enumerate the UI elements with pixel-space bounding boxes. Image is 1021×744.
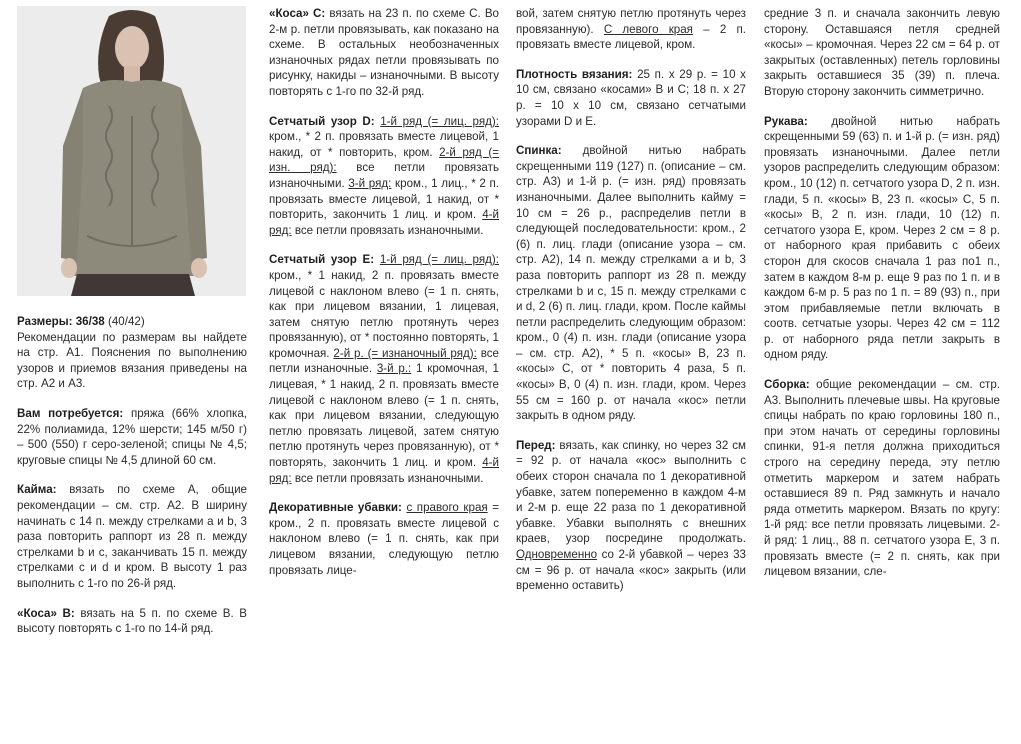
decreases-cont-text1: вой, затем снятую петлю протянуть через провязанную). [516,7,746,36]
border-text: вязать по схеме А, общие рекомендации – см. стр. А2. В ширину начинать с 14 п. между стрелками a и b, 3 раза повторить раппорт из 28 п. между стрелками b и c, заканчивать 15 п. между стрелками c и d и кром. В высоту 1 раз выполнить с 1-го по 26-й ряд. [17,483,247,590]
front-heading: Перед: [516,438,556,452]
mesh-d-row1: 1-й ряд (= лиц. ряд): [380,114,499,128]
front-text1: вязать, как спинку, но через 32 см = 92 р. от начала «кос» выполнить с обеих сторон сначала по 1 декоративной убавке, затем попеременно в каждом 4-м и 2-м р. еще 22 раза по 1 декоративной убавке. Убавки выполнять с внешних краев, узор посредине продолжать. [516,438,746,546]
column-2 [269,6,499,592]
sleeves-text: двойной нитью набрать скрещенными 59 (63) п. и 1-й р. (= изн. ряд) провязать изнаночными. Далее петли узоров распределить следующим образом: кром., 10 (12) п. сетчатого узора D, 2 п. изн. глади, 5 п. «косы» В, 23 п. «косы» С, 5 п. «косы» В, 2 п. изн. глади, 10 (12) п. сетчатого узора Е, кром. Через 2 см = 8 р. от наборного края прибавить с обеих сторон для скосов сначала 1 раз по1 п., затем в каждом 8-м р. еще 9 раз по 1 п. и в каждом 6-м р. 5 раз по 1 п. = 89 (93) п., при этом прибавляемые петли включать в соотв. сетчатые узоры. Через 42 см = 112 р. от наборного ряда петли закрыть в одном ряду. [764,114,1000,362]
mesh-d-text2: все петли провязать изнаночными. [269,161,499,190]
model-illustration [17,6,246,296]
mesh-e-paragraph [269,252,499,486]
mesh-d-row4: 4-й ряд: [269,208,499,237]
sizes-text: Рекомендации по размерам вы найдете на стр. А1. Пояснения по выполнению узоров и приемов вязания приведены на стр. А2 и А3. [17,330,247,391]
decreases-cont-text2: – 2 п. провязать вместе лицевой, кром. [516,22,746,52]
column-4 [764,6,1000,594]
front-simultaneously: Одновременно [516,548,598,561]
cable-b-paragraph [17,606,247,637]
mesh-d-heading: Сетчатый узор D: [269,114,375,128]
knitted-pullover-photo [17,6,246,296]
mesh-e-row2: 2-й р. (= изнаночный ряд): [333,346,477,360]
border-heading: Кайма: [17,483,57,497]
mesh-d-paragraph [269,114,499,239]
assembly-paragraph [764,377,1000,580]
column-3 [516,6,746,608]
front-continued-text: средние 3 п. и сначала закончить левую сторону. Оставшаяся петля средней «косы» – кромочная. Через 22 см = 64 р. от закрытых (оставленных) петель горловины закрыть оставшиеся 35 (39) п. плеча. Вторую сторону закончить симметрично. [764,7,1000,98]
assembly-heading: Сборка: [764,378,810,392]
front-text2: со 2-й убавкой – через 33 см = 96 р. от начала «кос» закрыть (или временно оставить) [516,548,746,593]
back-heading: Спинка: [516,144,562,158]
sizes-alt: (40/42) [104,315,145,328]
materials-paragraph [17,406,247,468]
back-paragraph [516,143,746,424]
materials-heading: Вам потребуется: [17,406,124,420]
sleeves-heading: Рукава: [764,114,808,128]
mesh-d-text1: кром., * 2 п. провязать вместе лицевой, 1 накид, от * повторить, кром. [269,130,499,159]
assembly-text: общие рекомендации – см. стр. А3. Выполнить плечевые швы. На круговые спицы набрать по краю горловины 180 п., при этом начать от середины горловины спинки, 91-я петля должна приходиться строго на середину переда, эту петлю отметить маркером и затем набрать оставшиеся 89 п. Ряд замкнуть и начало ряда отметить маркером. Вязать по кругу: 1-й ряд: все петли провязать лицевыми. 2-й ряд: 1 лиц., 88 п. сетчатого узора Е, 3 п. провязать вместе (= 2 п. снять, как при лицевом вязании, сле- [764,378,1000,579]
front-continued [764,6,1000,100]
mesh-e-row3: 3-й р.: [376,362,412,376]
decreases-right-edge: с правого края [406,501,488,515]
decreases-continued [516,6,746,53]
mesh-d-row2: 2-й ряд (= изн. ряд): [269,145,499,175]
decreases-heading: Декоративные убавки: [269,501,402,515]
decreases-left-edge: С левого края [603,22,693,36]
gauge-heading: Плотность вязания: [516,67,633,81]
mesh-e-text4: все петли провязать изнаночными. [291,471,484,485]
column-1 [17,6,247,651]
mesh-e-row4: 4-й ряд: [269,456,499,485]
mesh-d-row3: 3-й ряд: [348,176,392,190]
cable-c-heading: «Коса» С: [269,7,326,20]
mesh-e-heading: Сетчатый узор Е: [269,253,375,267]
back-text: двойной нитью набрать скрещенными 119 (127) п. (описание – см. стр. А3) и 1-й р. (= изн. ряд) провязать изнаночными. Далее выполнить кайму = 10 см = 26 р., распределив петли в следующей последовательности: кром., 2 (6) п. лиц. глади (описание узора – см. стр. А2), 14 п. между стрелками a и b, 3 раза повторить раппорт из 28 п. между стрелками b и c, 15 п. между стрелками c и d, 2 (6) п. лиц. глади, кром. После каймы петли распределить следующим образом: кром., 0 (4) п. изн. глади (описание узора – см. стр. А2), * 5 п. «косы» В, 23 п. «косы» С, от * повторить 4 раза, 5 п. «косы» В, 0 (4) п. изн. глади, кром. Через 55 см = 160 р. от начала «кос» петли закрыть в одном ряду. [516,144,746,423]
cable-b-heading: «Коса» В: [17,606,75,620]
cable-c-paragraph [269,6,499,100]
cable-c-text: вязать на 23 п. по схеме С. Во 2-м р. петли провязывать, как показано на схеме. В остальных необозначенных изнаночных рядах петли провязывать по рисунку, накиды – изнаночными. В высоту повторять с 1-го по 32-й ряд. [269,7,499,98]
mesh-e-row1: 1-й ряд (= лиц. ряд): [379,253,499,267]
mesh-d-text3: кром., 1 лиц., * 2 п. провязать вместе лицевой, 1 накид, от * повторить, закончить 1 лиц. и кром. [269,176,499,222]
cable-b-text: вязать на 5 п. по схеме В. В высоту повторять с 1-го по 14-й ряд. [17,606,247,636]
mesh-e-text2: все петли изнаночные. [269,346,499,376]
mesh-e-text3: 1 кромочная, 1 лицевая, * 1 накид, 2 п. провязать вместе лицевой с наклоном влево (= 1 п. снять, как при лицевом вязании, следующую петлю провязать лицевой, затем снятую петлю протянуть через провязанную), от * повторять, закончить 1 лиц. и кром. [269,362,499,470]
mesh-d-text4: все петли провязать изнаночными. [291,223,484,237]
sizes-heading: Размеры: 36/38 [17,315,105,328]
front-paragraph [516,438,746,594]
gauge-paragraph [516,67,746,129]
sleeves-paragraph [764,114,1000,364]
mesh-e-text1: кром., * 1 накид, 2 п. провязать вместе лицевой с наклоном влево (= 1 п. снять, как при лицевом вязании, 1 лицевая, затем снятую петлю протянуть через провязанную), от * постоянно повторять, 1 кромочная. [269,268,499,360]
materials-text: пряжа (66% хлопка, 22% полиамида, 12% шерсти; 145 м/50 г) – 500 (550) г серо-зеленой; спицы № 4,5; круговые спицы № 4,5 длиной 60 см. [17,406,247,467]
decreases-paragraph [269,500,499,578]
sizes-paragraph [17,314,247,392]
decreases-text: = кром., 2 п. провязать вместе лицевой с наклоном влево (= 1 п. снять, как при лицевом вязании, следующую петлю провязать лице- [269,501,499,577]
border-paragraph [17,482,247,591]
gauge-text: 25 п. x 29 р. = 10 x 10 см, связано «косами» В и С; 18 п. x 27 р. = 10 x 10 см, связано сетчатыми узорами D и Е. [516,67,746,128]
